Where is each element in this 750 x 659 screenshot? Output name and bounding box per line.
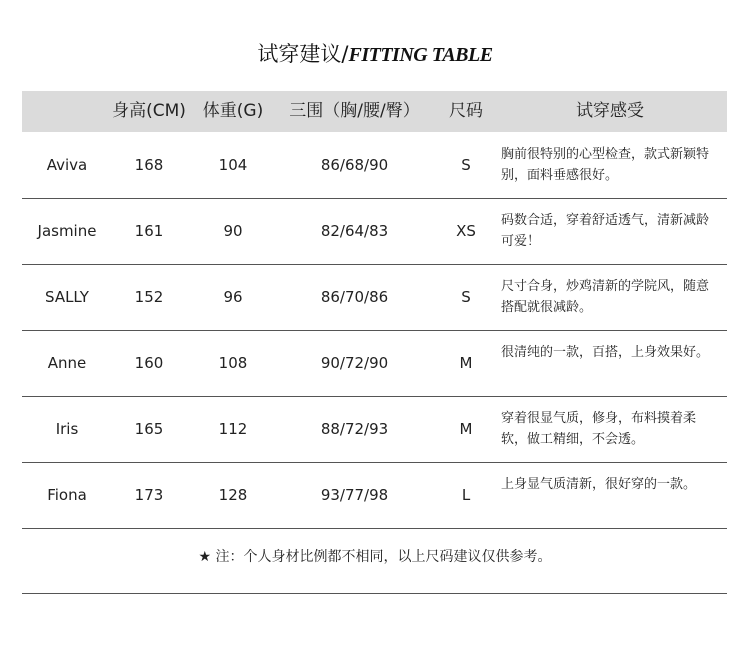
cell-name: Fiona	[47, 486, 87, 504]
cell-name: Aviva	[46, 156, 88, 174]
table-row	[22, 132, 727, 199]
cell-feedback: 尺寸合身，炒鸡清新的学院风，随意搭配就很减龄。	[501, 279, 710, 315]
cell-height: 152	[134, 288, 164, 306]
table-row	[22, 462, 727, 529]
cell-weight: 108	[218, 354, 248, 372]
cell-size: L	[461, 486, 471, 504]
cell-measurements: 93/77/98	[320, 486, 389, 504]
cell-measurements: 86/68/90	[320, 156, 389, 174]
cell-name: Anne	[47, 354, 87, 372]
cell-feedback: 很清纯的一款，百搭，上身效果好。	[501, 345, 710, 360]
header-feedback: 试穿感受	[576, 101, 644, 121]
cell-feedback: 胸前很特别的心型检查，款式新颖特别，面料垂感很好。	[501, 147, 710, 183]
cell-measurements: 90/72/90	[320, 354, 389, 372]
header-height: 身高(CM)	[112, 101, 186, 121]
cell-weight: 112	[218, 420, 248, 438]
cell-size: M	[459, 420, 473, 438]
cell-size: S	[461, 288, 471, 306]
header-weight: 体重(G)	[202, 101, 264, 121]
cell-height: 161	[134, 222, 164, 240]
footer-note: ★ 注：个人身材比例都不相同，以上尺码建议仅供参考。	[198, 549, 552, 565]
cell-weight: 128	[218, 486, 248, 504]
cell-measurements: 86/70/86	[320, 288, 389, 306]
table-row	[22, 330, 727, 397]
cell-feedback: 码数合适，穿着舒适透气，清新减龄可爱！	[501, 213, 710, 249]
table-row	[22, 396, 727, 463]
cell-weight: 104	[218, 156, 248, 174]
cell-name: Iris	[55, 420, 79, 438]
title-chinese: 试穿建议/	[257, 42, 349, 66]
cell-size: XS	[456, 222, 476, 240]
cell-height: 173	[134, 486, 164, 504]
cell-weight: 90	[223, 222, 243, 240]
table-header	[22, 91, 727, 132]
cell-measurements: 82/64/83	[320, 222, 389, 240]
cell-name: Jasmine	[37, 222, 97, 240]
page-title	[0, 38, 750, 68]
cell-feedback: 穿着很显气质，修身，布料摸着柔软，做工精细，不会透。	[501, 411, 697, 447]
header-measurements: 三围（胸/腰/臀）	[289, 101, 420, 121]
table-row	[22, 264, 727, 331]
bottom-divider	[22, 593, 727, 594]
header-size: 尺码	[449, 101, 483, 121]
cell-weight: 96	[223, 288, 243, 306]
cell-height: 160	[134, 354, 164, 372]
cell-name: SALLY	[45, 288, 89, 306]
cell-height: 165	[134, 420, 164, 438]
title-english: FITTING TABLE	[348, 44, 493, 66]
cell-size: S	[461, 156, 471, 174]
cell-feedback: 上身显气质清新，很好穿的一款。	[501, 477, 697, 492]
table-row	[22, 198, 727, 265]
cell-measurements: 88/72/93	[320, 420, 389, 438]
cell-height: 168	[134, 156, 164, 174]
cell-size: M	[459, 354, 473, 372]
